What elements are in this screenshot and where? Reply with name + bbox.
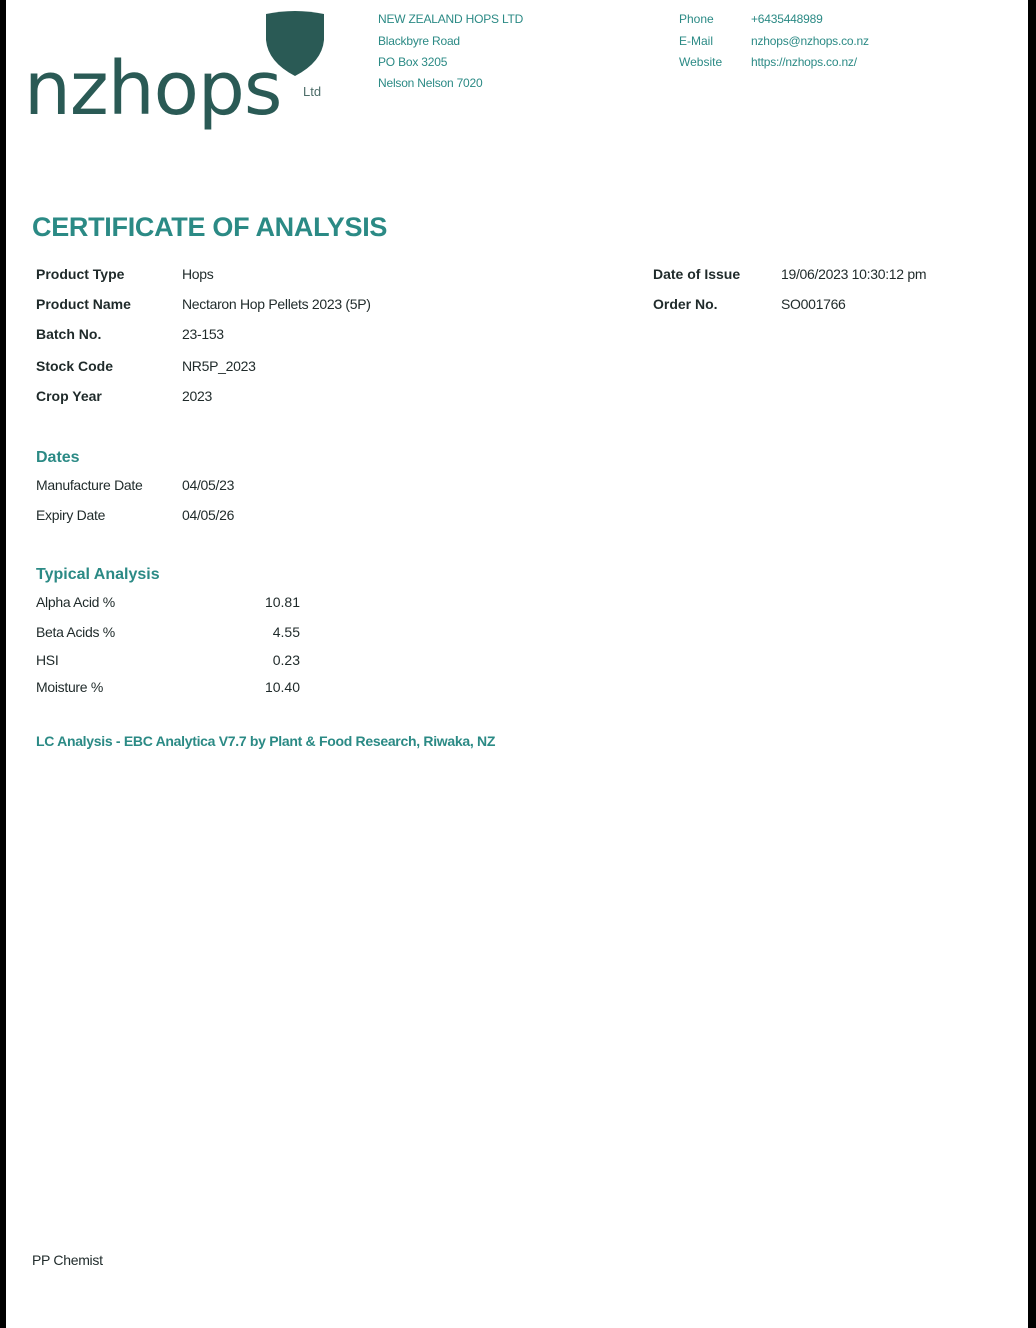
stock-code-label: Stock Code	[36, 358, 114, 374]
company-logo-wordmark: nzhops	[24, 46, 282, 132]
phone-label: Phone	[679, 12, 714, 26]
manufacture-date-value: 04/05/23	[182, 477, 235, 493]
manufacture-date-label: Manufacture Date	[36, 477, 143, 493]
email-label: E-Mail	[679, 34, 714, 48]
alpha-acid-label: Alpha Acid %	[36, 594, 115, 610]
alpha-acid-value: 10.81	[264, 594, 300, 610]
phone-value: +6435448989	[751, 12, 823, 26]
batch-no-value: 23-153	[182, 326, 224, 342]
typical-analysis-heading: Typical Analysis	[36, 566, 160, 583]
product-name-value: Nectaron Hop Pellets 2023 (5P)	[182, 296, 371, 312]
date-of-issue-value: 19/06/2023 10:30:12 pm	[781, 266, 927, 282]
moisture-label: Moisture %	[36, 679, 104, 695]
crop-year-label: Crop Year	[36, 388, 102, 404]
hsi-value: 0.23	[272, 652, 300, 668]
product-type-label: Product Type	[36, 266, 125, 282]
expiry-date-label: Expiry Date	[36, 507, 106, 523]
order-no-value: SO001766	[781, 296, 846, 312]
dates-heading: Dates	[36, 449, 80, 466]
stock-code-value: NR5P_2023	[182, 358, 256, 374]
company-logo-suffix: Ltd	[303, 84, 322, 99]
address-line-2: PO Box 3205	[378, 55, 448, 69]
expiry-date-value: 04/05/26	[182, 507, 235, 523]
email-value[interactable]: nzhops@nzhops.co.nz	[751, 34, 869, 48]
batch-no-label: Batch No.	[36, 326, 102, 342]
website-label: Website	[679, 55, 723, 69]
beta-acids-label: Beta Acids %	[36, 624, 115, 640]
certificate-page	[6, 0, 1028, 1328]
address-line-1: Blackbyre Road	[378, 34, 460, 48]
moisture-value: 10.40	[264, 679, 300, 695]
beta-acids-value: 4.55	[272, 624, 300, 640]
product-name-label: Product Name	[36, 296, 131, 312]
date-of-issue-label: Date of Issue	[653, 266, 741, 282]
document-title: CERTIFICATE OF ANALYSIS	[32, 212, 388, 242]
analysis-method-note: LC Analysis - EBC Analytica V7.7 by Plant & Food Research, Riwaka, NZ	[36, 733, 496, 749]
hsi-label: HSI	[36, 652, 59, 668]
website-link[interactable]: https://nzhops.co.nz/	[751, 55, 857, 69]
address-line-3: Nelson Nelson 7020	[378, 76, 483, 90]
company-name: NEW ZEALAND HOPS LTD	[378, 12, 524, 26]
order-no-label: Order No.	[653, 296, 718, 312]
signoff-text: PP Chemist	[32, 1252, 103, 1268]
crop-year-value: 2023	[182, 388, 212, 404]
product-type-value: Hops	[182, 266, 214, 282]
